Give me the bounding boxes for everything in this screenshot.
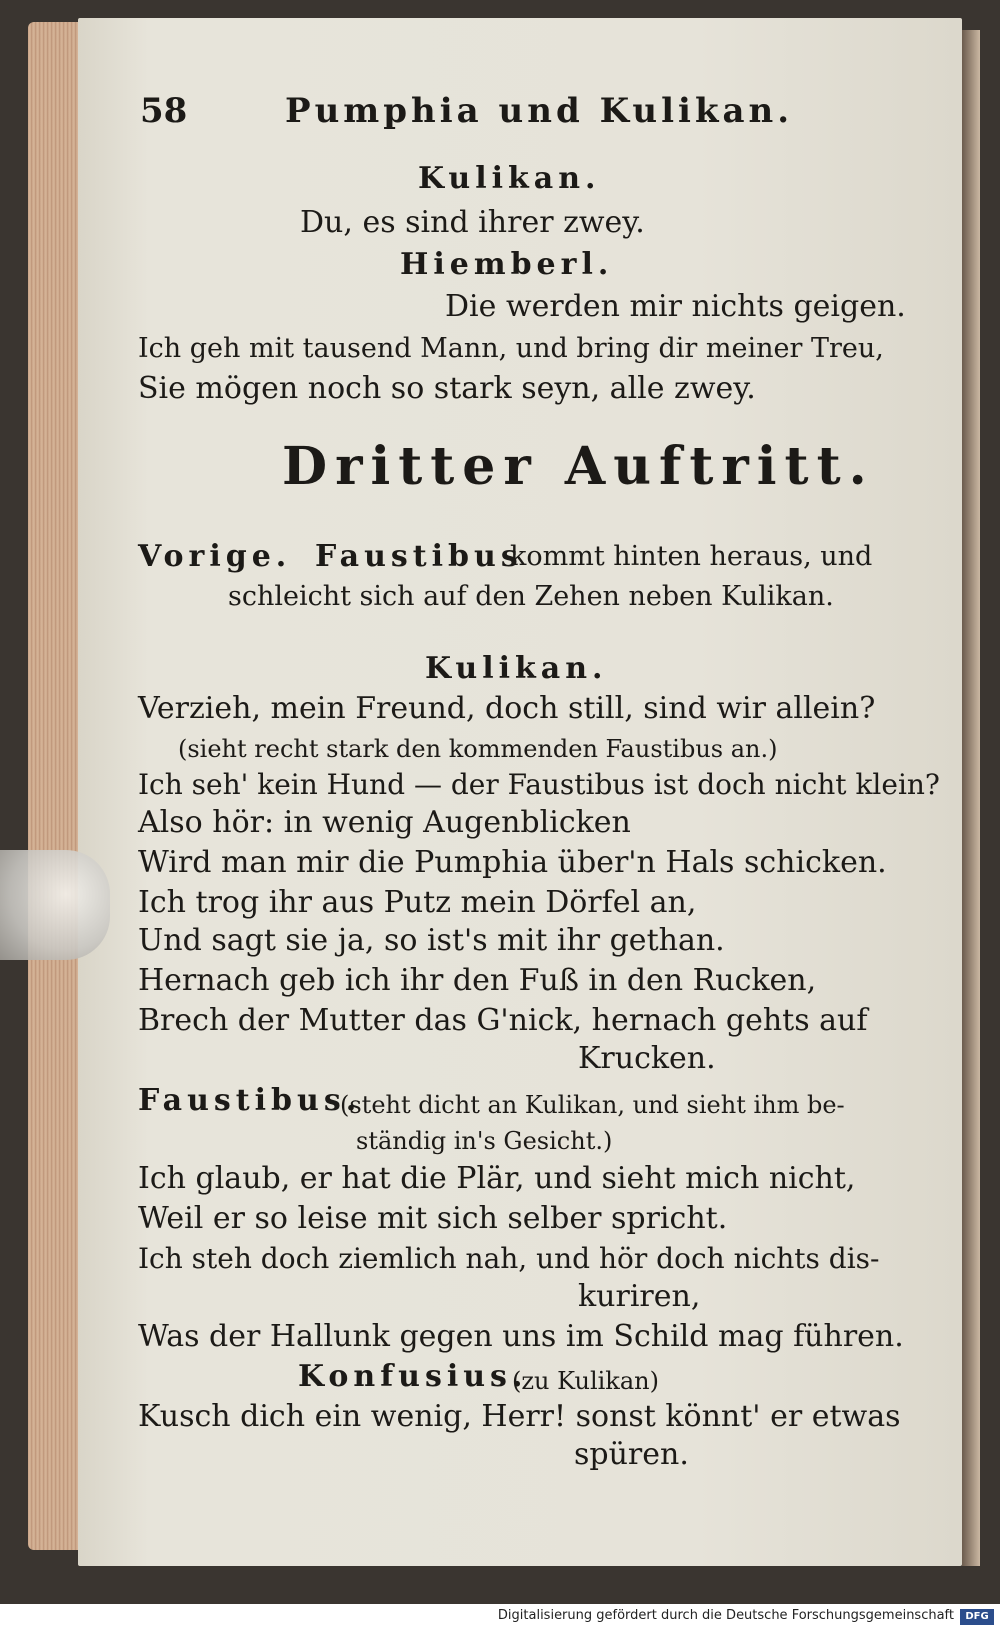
stage-direction: (sieht recht stark den kommenden Faustibus an.): [178, 735, 778, 763]
page-clip: [0, 850, 110, 960]
stage-direction: kommt hinten heraus, und: [510, 541, 873, 572]
scene-heading: Dritter Auftritt.: [282, 436, 875, 497]
verse-line: Verzieh, mein Freund, doch still, sind wir allein?: [138, 691, 876, 726]
verse-line: Ich geh mit tausend Mann, und bring dir meiner Treu,: [138, 333, 884, 364]
page-number: 58: [140, 91, 188, 131]
verse-line: Ich seh' kein Hund — der Faustibus ist doch nicht klein?: [138, 768, 940, 801]
dfg-logo: DFG: [960, 1609, 994, 1625]
speaker-name: Konfusius.: [298, 1359, 528, 1394]
stage-direction: ständig in's Gesicht.): [356, 1127, 613, 1155]
verse-line: Weil er so leise mit sich selber spricht.: [138, 1201, 728, 1236]
verse-line: Kusch dich ein wenig, Herr! sonst könnt' er etwas: [138, 1399, 901, 1434]
verse-line: Also hör: in wenig Augenblicken: [138, 805, 631, 840]
stage-direction-characters: Vorige.: [138, 539, 292, 574]
character-name: Faustibus: [315, 539, 523, 574]
verse-line-continuation: Krucken.: [578, 1041, 716, 1076]
verse-line: Ich steh doch ziemlich nah, und hör doch nichts dis-: [138, 1242, 880, 1275]
verse-line: Sie mögen noch so stark seyn, alle zwey.: [138, 371, 756, 406]
verse-line: Und sagt sie ja, so ist's mit ihr gethan.: [138, 923, 725, 958]
verse-line: Ich trog ihr aus Putz mein Dörfel an,: [138, 885, 697, 920]
speaker-name: Kulikan.: [425, 651, 608, 686]
verse-line: Du, es sind ihrer zwey.: [300, 205, 645, 240]
verse-line: Wird man mir die Pumphia über'n Hals schicken.: [138, 845, 887, 880]
verse-line: Ich glaub, er hat die Plär, und sieht mich nicht,: [138, 1161, 856, 1196]
verse-line-continuation: spüren.: [574, 1437, 689, 1472]
speaker-name: Faustibus.: [138, 1083, 362, 1118]
verse-line: Was der Hallunk gegen uns im Schild mag führen.: [138, 1319, 904, 1354]
verse-line: Die werden mir nichts geigen.: [445, 289, 906, 324]
verse-line: Hernach geb ich ihr den Fuß in den Rucken,: [138, 963, 817, 998]
verse-line-continuation: kuriren,: [578, 1279, 701, 1314]
footer-bar: [0, 1604, 1000, 1632]
running-head: Pumphia und Kulikan.: [285, 91, 794, 131]
digitization-credit: Digitalisierung gefördert durch die Deutsche Forschungsgemeinschaft: [497, 1608, 954, 1623]
stage-direction: (zu Kulikan): [512, 1367, 659, 1395]
speaker-name: Kulikan.: [418, 161, 601, 196]
verse-line: Brech der Mutter das G'nick, hernach gehts auf: [138, 1003, 868, 1038]
speaker-name: Hiemberl.: [400, 247, 614, 282]
next-page-edge: [962, 30, 980, 1566]
stage-direction: (steht dicht an Kulikan, und sieht ihm be-: [340, 1091, 845, 1119]
stage-direction: schleicht sich auf den Zehen neben Kulikan.: [228, 581, 834, 612]
